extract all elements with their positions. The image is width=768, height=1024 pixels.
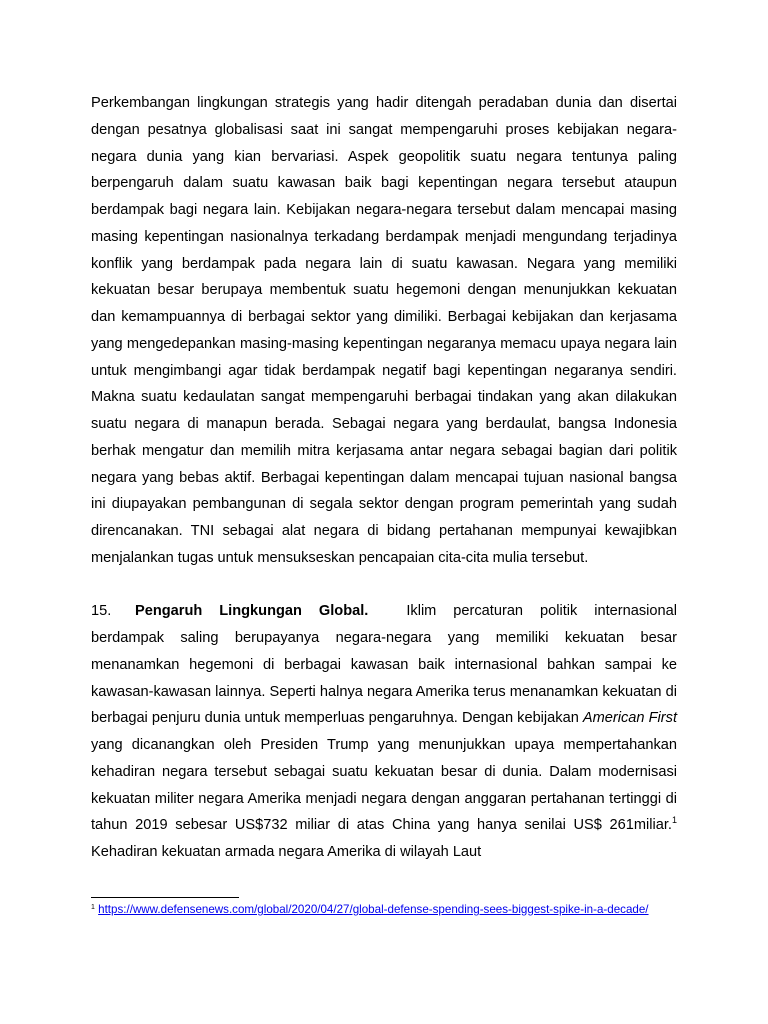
document-page xyxy=(91,90,677,866)
footnote-link[interactable]: https://www.defensenews.com/global/2020/04/27/global-defense-spending-sees-biggest-spike-in-a-decade/ xyxy=(98,903,649,916)
footnote-marker: 1 xyxy=(91,904,95,911)
section-text-part-3: Kehadiran kekuatan armada negara Amerika di wilayah Laut xyxy=(91,844,482,860)
footnote xyxy=(91,900,677,917)
body-paragraph-1: Perkembangan lingkungan strategis yang hadir ditengah peradaban dunia dan disertai dengan pesatnya globalisasi saat ini sangat mempengaruhi proses kebijakan negara-negara dunia yang kian bervariasi. Aspek geopolitik suatu negara tentunya paling berpengaruh dalam suatu kawasan baik bagi kepentingan negara tersebut ataupun berdampak bagi negara lain. Kebijakan negara-negara tersebut dalam mencapai masing masing kepentingan nasionalnya terkadang berdampak menjadi mengundang terjadinya konflik yang berdampak pada negara lain di suatu kawasan. Negara yang memiliki kekuatan besar berupaya membentuk suatu hegemoni dengan menunjukkan kekuatan dan kemampuannya di berbagai sektor yang dimiliki. Berbagai kebijakan dan kerjasama yang mengedepankan masing-masing kepentingan negaranya memacu upaya negara lain untuk mengimbangi agar tidak berdampak negatif bagi kepentingan negaranya sendiri. Makna suatu kedaulatan sangat mempengaruhi berbagai tindakan yang akan dilakukan suatu negara di manapun berada. Sebagai negara yang berdaulat, bangsa Indonesia berhak mengatur dan memilih mitra kerjasama antar negara sebagai bagian dari politik negara yang bebas aktif. Berbagai kepentingan dalam mencapai tujuan nasional bangsa ini diupayakan pembangunan di segala sektor dengan program pemerintah yang sudah direncanakan. TNI sebagai alat negara di bidang pertahanan mempunyai kewajibkan menjalankan tugas untuk mensukseskan pencapaian cita-cita mulia tersebut. xyxy=(91,95,677,566)
footnote-separator xyxy=(91,897,239,898)
italic-term: American First xyxy=(582,710,677,727)
footnote-reference[interactable]: 1 xyxy=(671,815,677,826)
section-text-part-1: Iklim percaturan politik internasional berdampak saling berupayanya negara-negara yang memiliki kekuatan besar menanamkan hegemoni di berbagai kawasan baik internasional bahkan sampai ke kawasan-kawasan lainnya. Seperti halnya negara Amerika terus menanamkan kekuatan di berbagai penjuru dunia untuk memperluas pengaruhnya. Dengan kebijakan xyxy=(91,603,677,727)
section-number: 15. xyxy=(91,603,112,620)
section-15-paragraph xyxy=(91,598,677,866)
section-heading: Pengaruh Lingkungan Global. xyxy=(135,603,369,620)
section-text-part-2: yang dicanangkan oleh Presiden Trump yang menunjukkan upaya mempertahankan kehadiran negara tersebut sebagai suatu kekuatan besar di dunia. Dalam modernisasi kekuatan militer negara Amerika menjadi negara dengan anggaran pertahanan tertinggi di tahun 2019 sebesar US$732 miliar di atas China yang hanya senilai US$ 261miliar. xyxy=(91,737,677,834)
